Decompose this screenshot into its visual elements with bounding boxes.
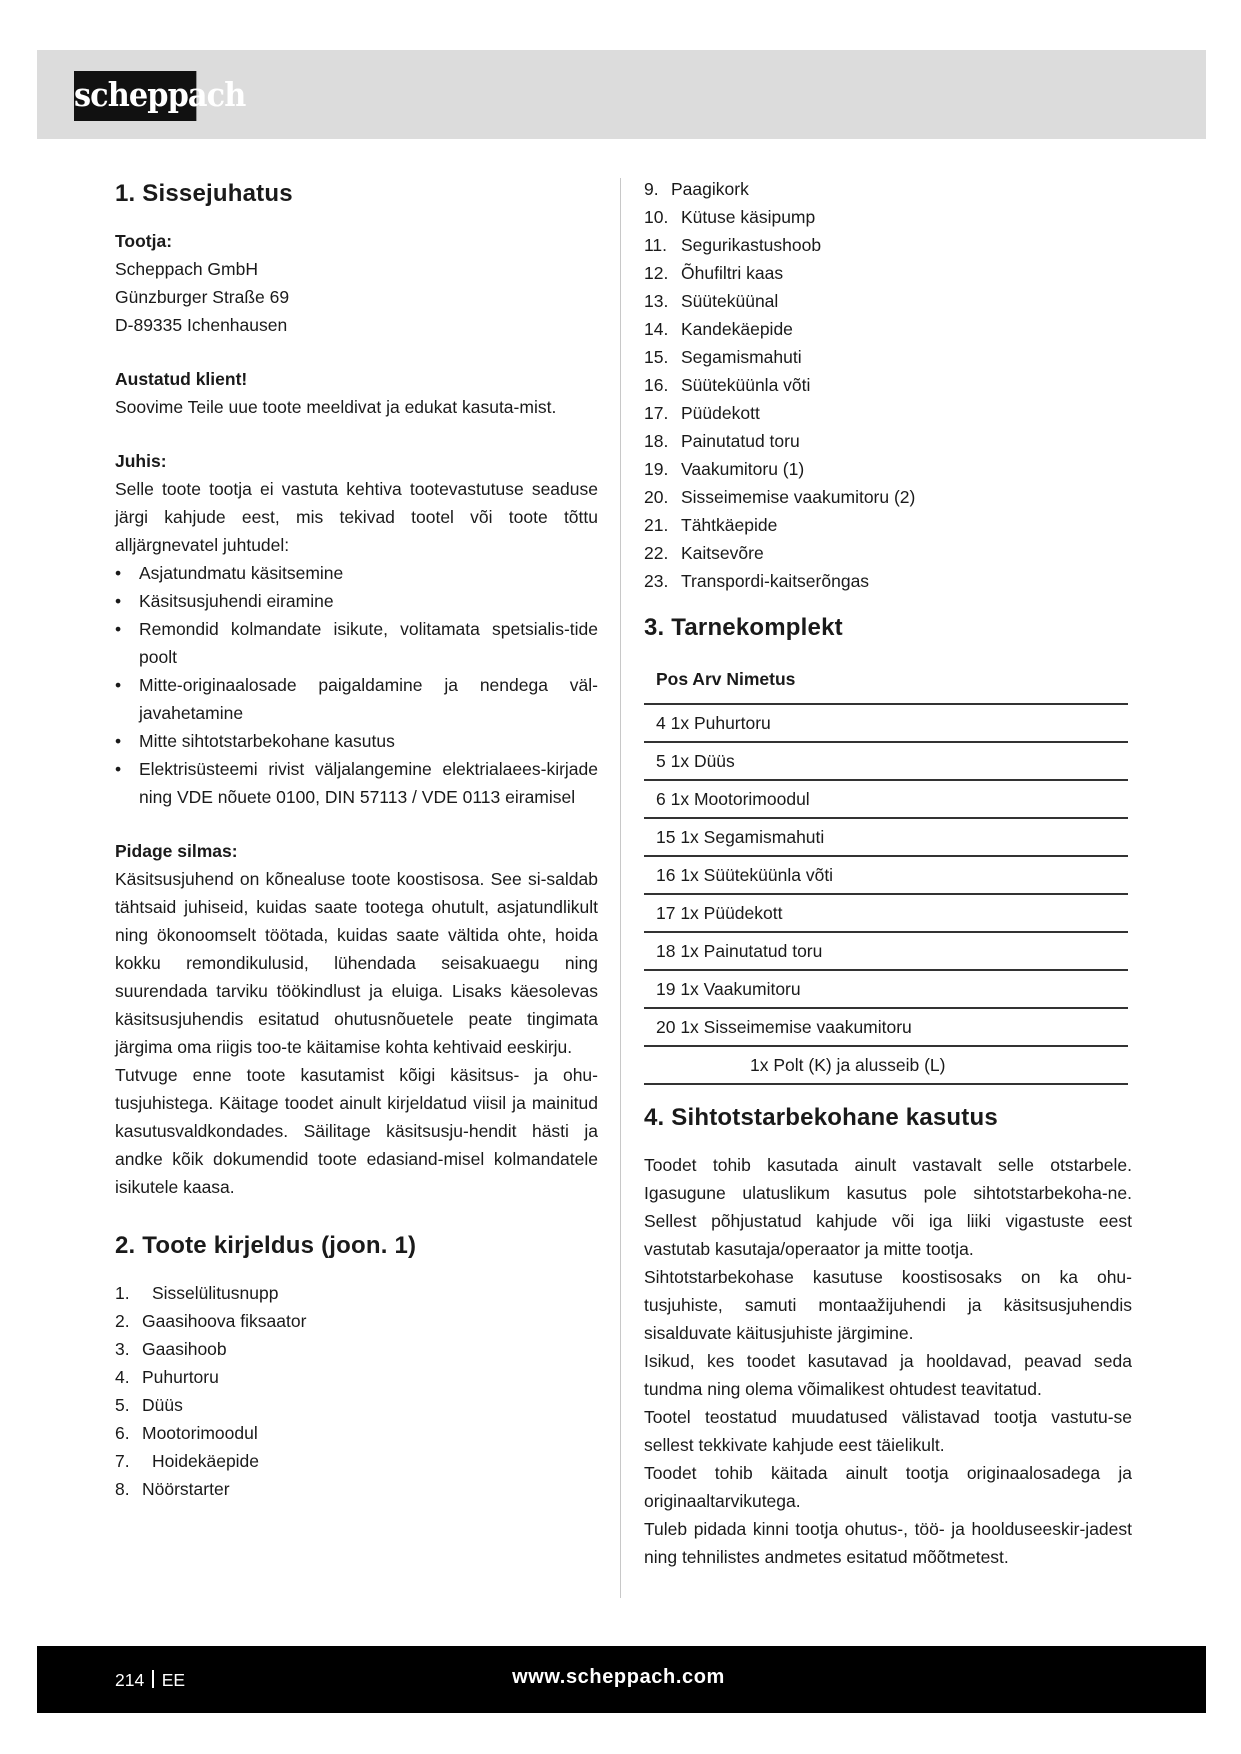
list-item: • Asjatundmatu käsitsemine	[115, 559, 598, 587]
language-code: EE	[161, 1670, 186, 1690]
list-item: 10. Kütuse käsipump	[644, 207, 816, 227]
list-item: 12. Õhufiltri kaas	[644, 263, 784, 283]
scheppach-logo: scheppach	[74, 71, 196, 121]
list-item: 8. Nöörstarter	[115, 1479, 230, 1499]
note-label: Juhis:	[115, 451, 167, 471]
list-item: 18. Painutatud toru	[644, 431, 800, 451]
table-row: 15 1x Segamismahuti	[644, 819, 1128, 857]
table-row: 18 1x Painutatud toru	[644, 933, 1128, 971]
table-header: Pos Arv Nimetus	[644, 665, 1128, 705]
list-item: 4. Puhurtoru	[115, 1367, 219, 1387]
list-item: 22. Kaitsevõre	[644, 543, 764, 563]
parts-list-right	[644, 175, 1132, 595]
remember-text: Käsitsusjuhend on kõnealuse toote koostisosa. See si-saldab tähtsaid juhiseid, kuidas saate tootega ohutult, asjatundlikult ning ökonoomselt töötada, kuidas saate vältida ohte, hoida kokku remondikulusid, lühendada seisakuaegu ning suurendada tarviku töökindlust ja eluiga. Lisaks käesolevas käsitsusjuhendis esitatud ohutusnõuetele peate tingimata järgima oma riigis too-te käitamise kohta kehtivaid eeskirju.	[115, 869, 598, 1057]
section-1-title: 1. Sissejuhatus	[115, 180, 293, 207]
table-row: 4 1x Puhurtoru	[644, 705, 1128, 743]
list-item: • Mitte sihtotstarbekohane kasutus	[115, 727, 598, 755]
manufacturer-line: Scheppach GmbH	[115, 259, 258, 279]
column-divider	[620, 178, 621, 1598]
page-header	[37, 50, 1206, 139]
table-row: 6 1x Mootorimoodul	[644, 781, 1128, 819]
list-item: 14. Kandekäepide	[644, 319, 793, 339]
list-item: 3. Gaasihoob	[115, 1339, 227, 1359]
table-row: 19 1x Vaakumitoru	[644, 971, 1128, 1009]
note-bullet-list	[115, 559, 598, 811]
table-row: 5 1x Düüs	[644, 743, 1128, 781]
page-number-value: 214	[115, 1670, 145, 1690]
list-item: 11. Segurikastushoob	[644, 235, 822, 255]
list-item: 21. Tähtkäepide	[644, 515, 778, 535]
list-item: 9. Paagikork	[644, 179, 749, 199]
table-row: 16 1x Süüteküünla võti	[644, 857, 1128, 895]
usage-paragraph: Isikud, kes toodet kasutavad ja hooldavad, peavad seda tundma ning olema võimalikest ohtudest teavitatud.	[644, 1351, 1132, 1399]
list-item: 7. Hoidekäepide	[115, 1451, 260, 1471]
page-footer	[37, 1646, 1206, 1713]
list-item: 1. Sisselülitusnupp	[115, 1283, 279, 1303]
manufacturer-line: D-89335 Ichenhausen	[115, 315, 288, 335]
list-item: • Remondid kolmandate isikute, volitamata spetsialis-tide poolt	[115, 615, 598, 671]
list-item: 2. Gaasihoova fiksaator	[115, 1311, 307, 1331]
section-4-title: 4. Sihtotstarbekohane kasutus	[644, 1104, 998, 1131]
usage-paragraph: Toodet tohib käitada ainult tootja originaalosadega ja originaaltarvikutega.	[644, 1463, 1132, 1511]
list-item: 5. Düüs	[115, 1395, 183, 1415]
right-column	[644, 175, 1132, 1571]
note-text: Selle toote tootja ei vastuta kehtiva tootevastutuse seaduse järgi kahjude eest, mis tekivad tootel või toote tõttu alljärgnevatel juhtudel:	[115, 479, 598, 555]
list-item: • Käsitsusjuhendi eiramine	[115, 587, 598, 615]
usage-paragraph: Sihtotstarbekohase kasutuse koostisosaks on ka ohu-tusjuhiste, samuti montaažijuhendi ja käsitsusjuhendis sisalduvate käitusjuhiste järgimine.	[644, 1267, 1132, 1343]
list-item: • Elektrisüsteemi rivist väljalangemine elektrialaees-kirjade ning VDE nõuete 0100, DIN 57113 / VDE 0113 eiramisel	[115, 755, 598, 811]
website-link[interactable]: www.scheppach.com	[512, 1666, 725, 1688]
list-item: 13. Süüteküünal	[644, 291, 779, 311]
remember-label: Pidage silmas:	[115, 841, 238, 861]
dear-customer-text: Soovime Teile uue toote meeldivat ja edukat kasuta-mist.	[115, 397, 557, 417]
section-3-title: 3. Tarnekomplekt	[644, 614, 843, 641]
list-item: 20. Sisseimemise vaakumitoru (2)	[644, 487, 916, 507]
list-item: 19. Vaakumitoru (1)	[644, 459, 805, 479]
list-item: • Mitte-originaalosade paigaldamine ja nendega väl-javahetamine	[115, 671, 598, 727]
table-row: 17 1x Püüdekott	[644, 895, 1128, 933]
usage-paragraph: Toodet tohib kasutada ainult vastavalt selle otstarbele. Igasugune ulatuslikum kasutus pole sihtotstarbekoha-ne. Sellest põhjustatud kahjude või iga liiki vigastuste eest vastutab kasutaja/operaator ja mitte tootja.	[644, 1155, 1132, 1259]
list-item: 17. Püüdekott	[644, 403, 760, 423]
left-column	[115, 175, 598, 1503]
list-item: 6. Mootorimoodul	[115, 1423, 258, 1443]
list-item: 23. Transpordi-kaitserõngas	[644, 571, 870, 591]
manufacturer-line: Günzburger Straße 69	[115, 287, 290, 307]
list-item: 15. Segamismahuti	[644, 347, 802, 367]
usage-paragraph: Tootel teostatud muudatused välistavad tootja vastutu-se sellest tekkivate kahjude eest täielikult.	[644, 1407, 1132, 1455]
section-2-title: 2. Toote kirjeldus (joon. 1)	[115, 1232, 417, 1259]
table-row: 1x Polt (K) ja alusseib (L)	[644, 1047, 1128, 1085]
usage-paragraph: Tuleb pidada kinni tootja ohutus-, töö- ja hoolduseeskir-jadest ning tehnilistes andmetes esitatud mõõtmetest.	[644, 1519, 1132, 1567]
manufacturer-label: Tootja:	[115, 231, 173, 251]
list-item: 16. Süüteküünla võti	[644, 375, 811, 395]
remember-text: Tutvuge enne toote kasutamist kõigi käsitsus- ja ohu-tusjuhistega. Käitage toodet ainult kirjeldatud viisil ja mainitud kasutusvaldkondades. Säilitage käsitsusju-hendit hästi ja andke kõik dokumendid toote edasiand-misel kolmandatele isikutele kaasa.	[115, 1065, 598, 1197]
dear-customer-label: Austatud klient!	[115, 369, 248, 389]
table-row: 20 1x Sisseimemise vaakumitoru	[644, 1009, 1128, 1047]
parts-list-left	[115, 1279, 598, 1503]
delivery-table	[644, 665, 1128, 1085]
